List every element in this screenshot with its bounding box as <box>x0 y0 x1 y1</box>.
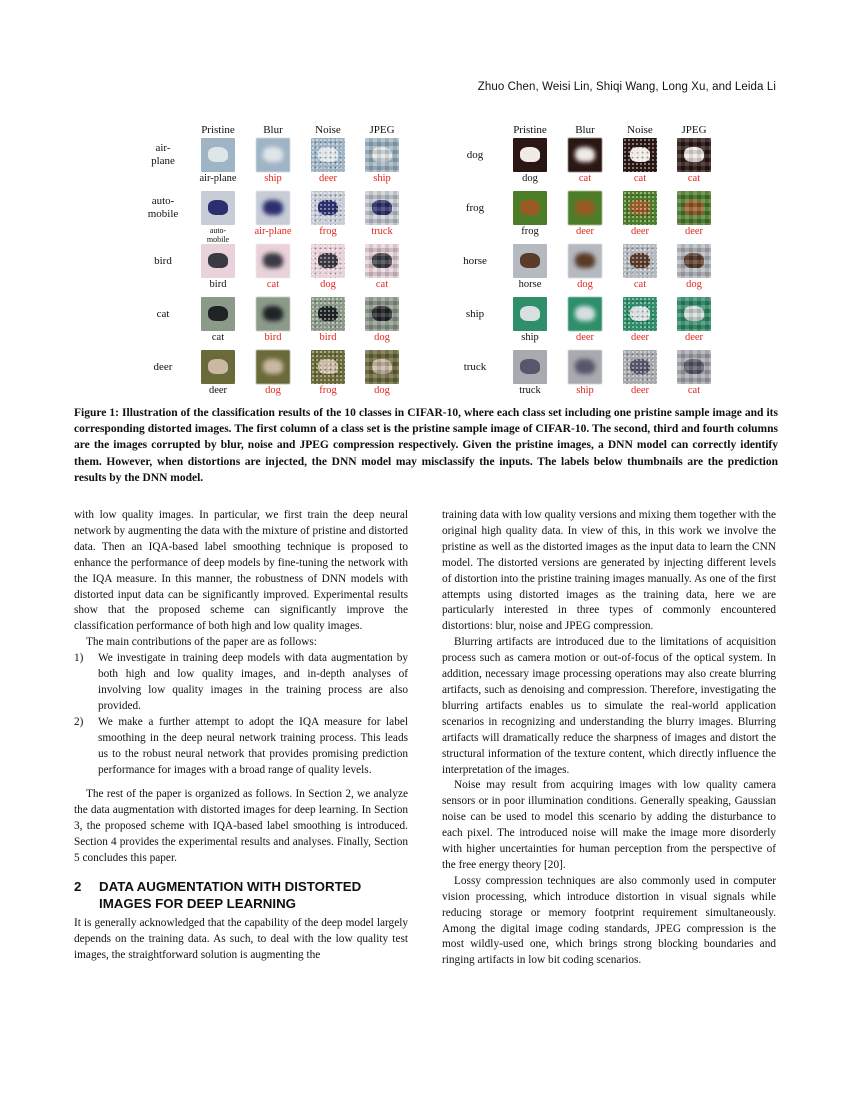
prediction-label: bird <box>319 332 337 343</box>
class-label: cat <box>156 307 170 320</box>
prediction-label: bird <box>264 332 282 343</box>
class-label: dog <box>466 148 484 161</box>
thumbnail-blur <box>256 138 290 172</box>
body-column-left <box>74 508 408 964</box>
class-label: ship <box>465 307 485 320</box>
prediction-label: frog <box>521 226 539 237</box>
paragraph: Noise may result from acquiring images with low quality camera sensors or in poor illumination conditions. Generally speaking, Gaussian noise can be used to model this scenario by adding the disturbance to each pixel. The introduced noise will make the image more disorderly with higher uncertainties for human perception from the perspective of the free energy theory [20]. <box>442 779 776 871</box>
paragraph: with low quality images. In particular, we first train the deep neural network by augmenting the data with the mixture of pristine and distorted data. Then an IQA-based label smoothing technique is proposed to enhance the performance of deep models by fine-tuning the network with the IQA measure. In this manner, the robustness of DNN models with distorted input data can be significantly improved. Experimental results show that the proposed scheme can significantly improve the classification performance of both high and low quality images. <box>74 509 408 633</box>
thumbnail-jpeg <box>365 244 399 278</box>
list-item <box>74 651 408 715</box>
prediction-label: deer <box>684 226 704 237</box>
running-header: Zhuo Chen, Weisi Lin, Shiqi Wang, Long Xu, and Leida Li <box>477 81 776 93</box>
body-column-right <box>442 508 776 969</box>
section-heading <box>74 878 408 912</box>
class-label: bird <box>154 254 172 267</box>
thumbnail-noise <box>311 191 345 225</box>
thumbnail-pristine <box>513 191 547 225</box>
thumbnail-jpeg <box>677 191 711 225</box>
thumbnail-pristine <box>201 191 235 225</box>
thumbnail-jpeg <box>365 138 399 172</box>
class-label: horse <box>463 254 487 267</box>
section-number: 2 <box>74 878 82 894</box>
prediction-label: cat <box>578 173 592 184</box>
prediction-label: deer <box>318 173 338 184</box>
section-title: DATA AUGMENTATION WITH DISTORTED IMAGES FOR DEEP LEARNING <box>99 878 362 911</box>
prediction-label: deer <box>684 332 704 343</box>
list-number: 2) <box>74 715 84 728</box>
thumbnail-jpeg <box>365 297 399 331</box>
prediction-label: air-plane <box>199 173 237 184</box>
paragraph: training data with low quality versions and mixing them together with the original high quality data. In view of this, in this work we involve the pristine as well as the distorted images as the input data to learn the CNN model. The distorted versions are generated by injecting different levels of distortion into the pristine training images manually. As one of the first attempts using distorted images as the training data, here we are particularly interested in three types of commonly encountered distortions: blur, noise and JPEG compression. <box>442 509 776 633</box>
thumbnail-pristine <box>201 350 235 384</box>
prediction-label: cat <box>266 279 280 290</box>
prediction-label: dog <box>374 385 390 396</box>
prediction-label: deer <box>630 385 650 396</box>
thumbnail-jpeg <box>677 297 711 331</box>
paragraph: It is generally acknowledged that the capability of the deep model largely depends on the training data. As such, to deal with the low quality test images, the straightforward solution is augmenting the <box>74 916 408 961</box>
thumbnail-blur <box>568 297 602 331</box>
prediction-label: bird <box>209 279 227 290</box>
prediction-label: truck <box>519 385 541 396</box>
class-label: air- plane <box>151 142 175 167</box>
class-label: deer <box>153 360 173 373</box>
prediction-label: frog <box>319 226 337 237</box>
thumbnail-blur <box>256 244 290 278</box>
column-header-noise: Noise <box>315 124 341 136</box>
column-header-noise: Noise <box>627 124 653 136</box>
prediction-label: dog <box>686 279 702 290</box>
figure-panel-left <box>130 118 490 403</box>
thumbnail-pristine <box>513 244 547 278</box>
thumbnail-pristine <box>513 350 547 384</box>
thumbnail-noise <box>311 138 345 172</box>
thumbnail-pristine <box>513 138 547 172</box>
thumbnail-jpeg <box>677 350 711 384</box>
thumbnail-noise <box>623 191 657 225</box>
thumbnail-blur <box>568 350 602 384</box>
prediction-label: auto- mobile <box>206 226 230 244</box>
list-item-text: We investigate in training deep models with data augmentation by both high and low quality images, and in-depth analyses of involving low quality images in the training process are also provided. <box>98 652 408 712</box>
prediction-label: deer <box>630 332 650 343</box>
list-item <box>74 715 408 779</box>
column-header-pristine: Pristine <box>201 124 235 136</box>
thumbnail-blur <box>256 350 290 384</box>
thumbnail-blur <box>256 191 290 225</box>
class-label: frog <box>465 201 485 214</box>
thumbnail-blur <box>568 244 602 278</box>
prediction-label: deer <box>630 226 650 237</box>
prediction-label: dog <box>265 385 281 396</box>
prediction-label: cat <box>687 385 701 396</box>
prediction-label: deer <box>575 226 595 237</box>
thumbnail-noise <box>623 244 657 278</box>
thumbnail-noise <box>311 350 345 384</box>
thumbnail-jpeg <box>365 191 399 225</box>
column-header-jpeg: JPEG <box>369 124 395 136</box>
prediction-label: cat <box>633 279 647 290</box>
prediction-label: dog <box>522 173 538 184</box>
prediction-label: dog <box>577 279 593 290</box>
paragraph: Blurring artifacts are introduced due to the limitations of acquisition process such as camera motion or out-of-focus of the optical system. In addition, necessary image processing operations may also create blurring artifacts, such as denoising and compression. Therefore, investigating the blurring artifacts enables us to simulate the real-world application scenarios in recognizing and understanding the blurry images. Blurring artifacts will dramatically reduce the sharpness of images and distort the structural information of the texture content, which directly influence the interpretation of the images. <box>442 636 776 776</box>
prediction-label: ship <box>521 332 539 343</box>
thumbnail-noise <box>311 297 345 331</box>
prediction-label: ship <box>264 173 282 184</box>
thumbnail-noise <box>623 350 657 384</box>
prediction-label: dog <box>374 332 390 343</box>
paragraph: Lossy compression techniques are also commonly used in computer vision processing, which introduce distortion in visual signals while reducing storage or memory footprint requirement simultaneously. Among the digital image coding standards, JPEG compression is the most wildly-used one, which brings strong blocking boundaries and ringing artifacts in low bit coding scenarios. <box>442 874 776 967</box>
prediction-label: ship <box>373 173 391 184</box>
prediction-label: cat <box>633 173 647 184</box>
thumbnail-pristine <box>513 297 547 331</box>
prediction-label: ship <box>576 385 594 396</box>
thumbnail-blur <box>256 297 290 331</box>
prediction-label: deer <box>575 332 595 343</box>
column-header-blur: Blur <box>263 124 283 136</box>
thumbnail-noise <box>311 244 345 278</box>
prediction-label: dog <box>320 279 336 290</box>
prediction-label: air-plane <box>254 226 292 237</box>
thumbnail-noise <box>623 297 657 331</box>
column-header-pristine: Pristine <box>513 124 547 136</box>
thumbnail-noise <box>623 138 657 172</box>
thumbnail-pristine <box>201 138 235 172</box>
thumbnail-pristine <box>201 244 235 278</box>
thumbnail-jpeg <box>677 138 711 172</box>
prediction-label: cat <box>211 332 225 343</box>
prediction-label: horse <box>518 279 542 290</box>
list-item-text: We make a further attempt to adopt the IQA measure for label smoothing in the deep neural network training process. This leads us to the robust neural network that provides promising prediction performance for images with a broad range of quality levels. <box>98 715 408 776</box>
thumbnail-blur <box>568 138 602 172</box>
prediction-label: cat <box>687 173 701 184</box>
prediction-label: deer <box>208 385 228 396</box>
figure-panel-right <box>442 118 802 403</box>
thumbnail-blur <box>568 191 602 225</box>
thumbnail-jpeg <box>677 244 711 278</box>
prediction-label: frog <box>319 385 337 396</box>
column-header-jpeg: JPEG <box>681 124 707 136</box>
list-number: 1) <box>74 652 84 665</box>
paragraph: The rest of the paper is organized as follows. In Section 2, we analyze the data augmentation with distorted images for deep learning. In Section 3, the proposed scheme with IQA-based label smoothing is introduced. Section 4 provides the experimental results and analyses. Finally, Section 5 concludes this paper. <box>74 788 408 865</box>
figure-caption: Figure 1: Illustration of the classification results of the 10 classes in CIFAR-10, where each class set including one pristine sample image and its corresponding distorted images. The first column of a class set is the pristine sample image of CIFAR-10. The second, third and fourth columns are the images corrupted by blur, noise and JPEG compression respectively. Given the pristine images, a DNN model can correctly identify them. However, when distortions are injected, the DNN model may misclassify the inputs. The labels below thumbnails are the prediction results by the DNN model. <box>74 407 778 484</box>
class-label: truck <box>463 360 487 373</box>
thumbnail-jpeg <box>365 350 399 384</box>
class-label: auto- mobile <box>147 195 179 220</box>
column-header-blur: Blur <box>575 124 595 136</box>
paragraph: The main contributions of the paper are as follows: <box>86 636 317 649</box>
thumbnail-pristine <box>201 297 235 331</box>
prediction-label: truck <box>371 226 393 237</box>
prediction-label: cat <box>375 279 389 290</box>
